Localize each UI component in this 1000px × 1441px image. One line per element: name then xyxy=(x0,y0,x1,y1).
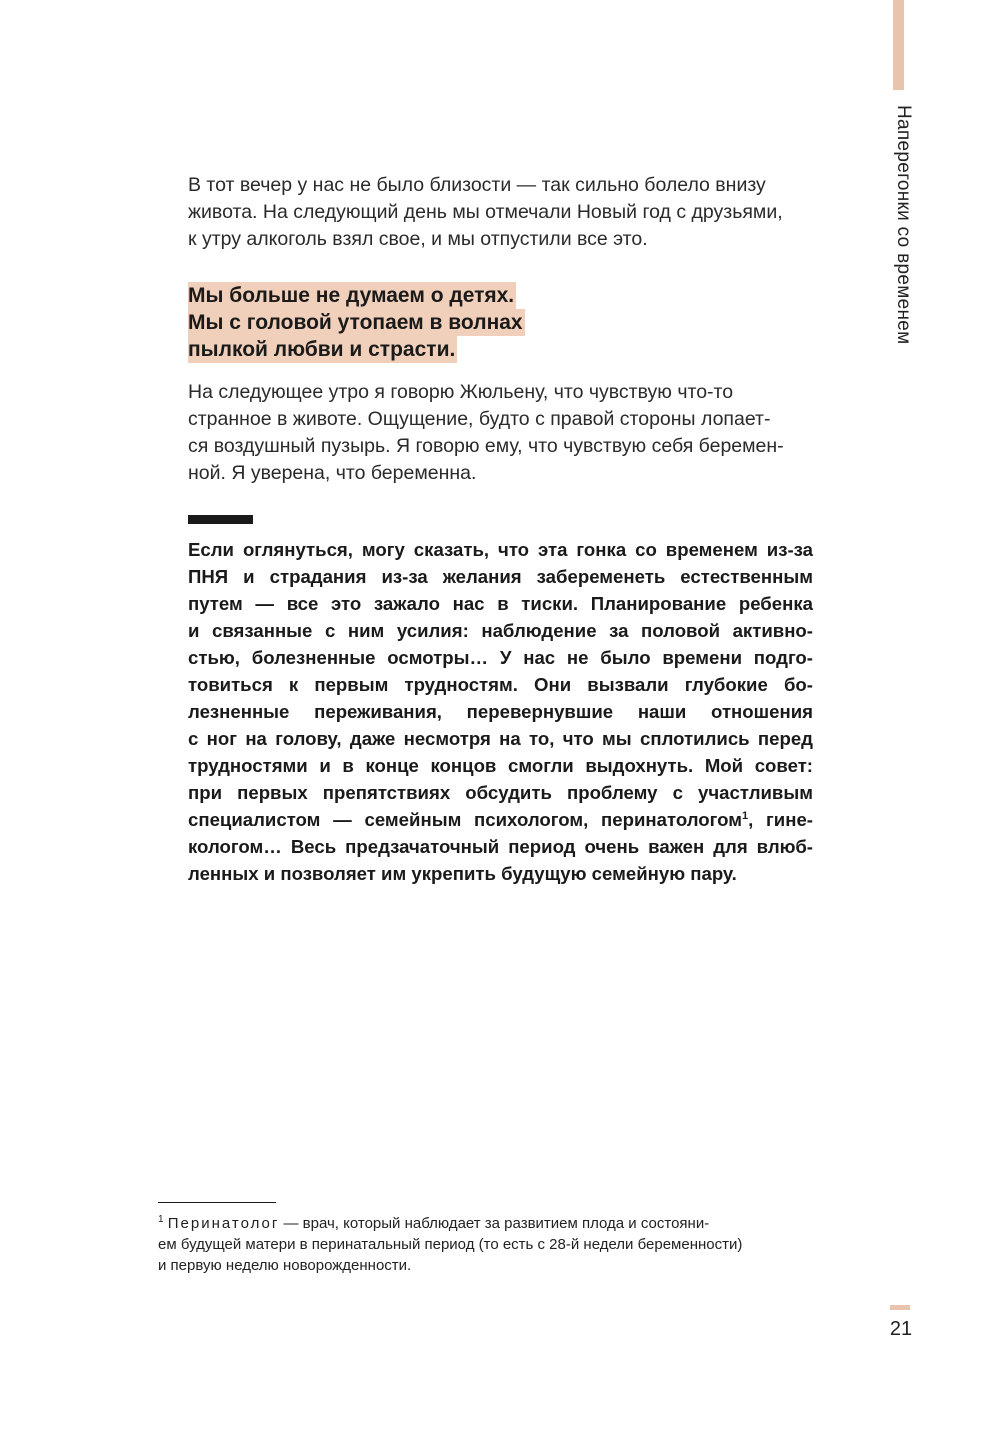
pull-quote-line: пылкой любви и страсти. xyxy=(188,338,456,361)
footnote-line xyxy=(158,1209,816,1234)
text-line-with-footnote-ref xyxy=(188,806,813,833)
text-line: с ног на голову, даже несмотря на то, что мы сплотились перед xyxy=(188,728,813,749)
pull-quote-line: Мы с головой утопаем в волнах xyxy=(188,311,523,334)
footnote-line: ем будущей матери в перинатальный период (то есть с 28-й недели беременности) xyxy=(158,1236,743,1253)
page-number-accent xyxy=(890,1305,910,1310)
text-line: ной. Я уверена, что беременна. xyxy=(188,462,477,484)
text-segment: , гине- xyxy=(748,809,813,830)
text-line: живота. На следующий день мы отмечали Новый год с друзьями, xyxy=(188,201,783,223)
text-line: В тот вечер у нас не было близости — так сильно болело внизу xyxy=(188,174,766,196)
text-line: трудностями и в конце концов смогли выдохнуть. Мой совет: xyxy=(188,755,813,776)
page-number: 21 xyxy=(889,1318,913,1340)
header-accent-bar xyxy=(893,0,904,90)
text-segment: — врач, который наблюдает за развитием плода и состояни- xyxy=(279,1215,710,1232)
text-line: при первых препятствиях обсудить проблему с участливым xyxy=(188,782,813,803)
footnote-term: Перинатолог xyxy=(167,1215,280,1232)
paragraph-2 xyxy=(188,379,816,487)
text-line: ПНЯ и страдания из-за желания забеременеть естественным xyxy=(188,566,813,587)
text-line: странное в животе. Ощущение, будто с правой стороны лопает- xyxy=(188,408,771,430)
text-segment: специалистом — семейным психологом, перинатологом xyxy=(188,809,743,830)
text-line: к утру алкоголь взял свое, и мы отпустили все это. xyxy=(188,228,648,250)
text-line: и связанные с ним усилия: наблюдение за половой активно- xyxy=(188,620,813,641)
pull-quote xyxy=(188,282,816,363)
text-line: На следующее утро я говорю Жюльену, что чувствую что-то xyxy=(188,381,734,403)
text-line: ся воздушный пузырь. Я говорю ему, что чувствую себя беремен- xyxy=(188,435,784,457)
paragraph-1 xyxy=(188,172,816,253)
text-line: стью, болезненные осмотры… У нас не было времени подго- xyxy=(188,647,813,668)
text-line: путем — все это зажало нас в тиски. Планирование ребенка xyxy=(188,593,813,614)
text-line: Если оглянуться, могу сказать, что эта гонка со временем из-за xyxy=(188,539,813,560)
running-header: Наперегонки со временем xyxy=(893,105,914,345)
text-line: лезненные переживания, перевернувшие наши отношения xyxy=(188,701,813,722)
footnote xyxy=(158,1209,816,1276)
pull-quote-line: Мы больше не думаем о детях. xyxy=(188,284,515,307)
text-line: товиться к первым трудностям. Они вызвали глубокие бо- xyxy=(188,674,813,695)
advice-block xyxy=(188,536,816,887)
footnote-mark: 1 xyxy=(158,1214,164,1225)
text-line: кологом… Весь предзачаточный период очень важен для влюб- xyxy=(188,836,813,857)
section-divider xyxy=(188,515,253,524)
text-line: ленных и позволяет им укрепить будущую семейную пару. xyxy=(188,863,737,884)
footnote-reference: 1 xyxy=(742,809,749,822)
footnote-line: и первую неделю новорожденности. xyxy=(158,1257,412,1274)
footnote-divider xyxy=(158,1202,276,1203)
